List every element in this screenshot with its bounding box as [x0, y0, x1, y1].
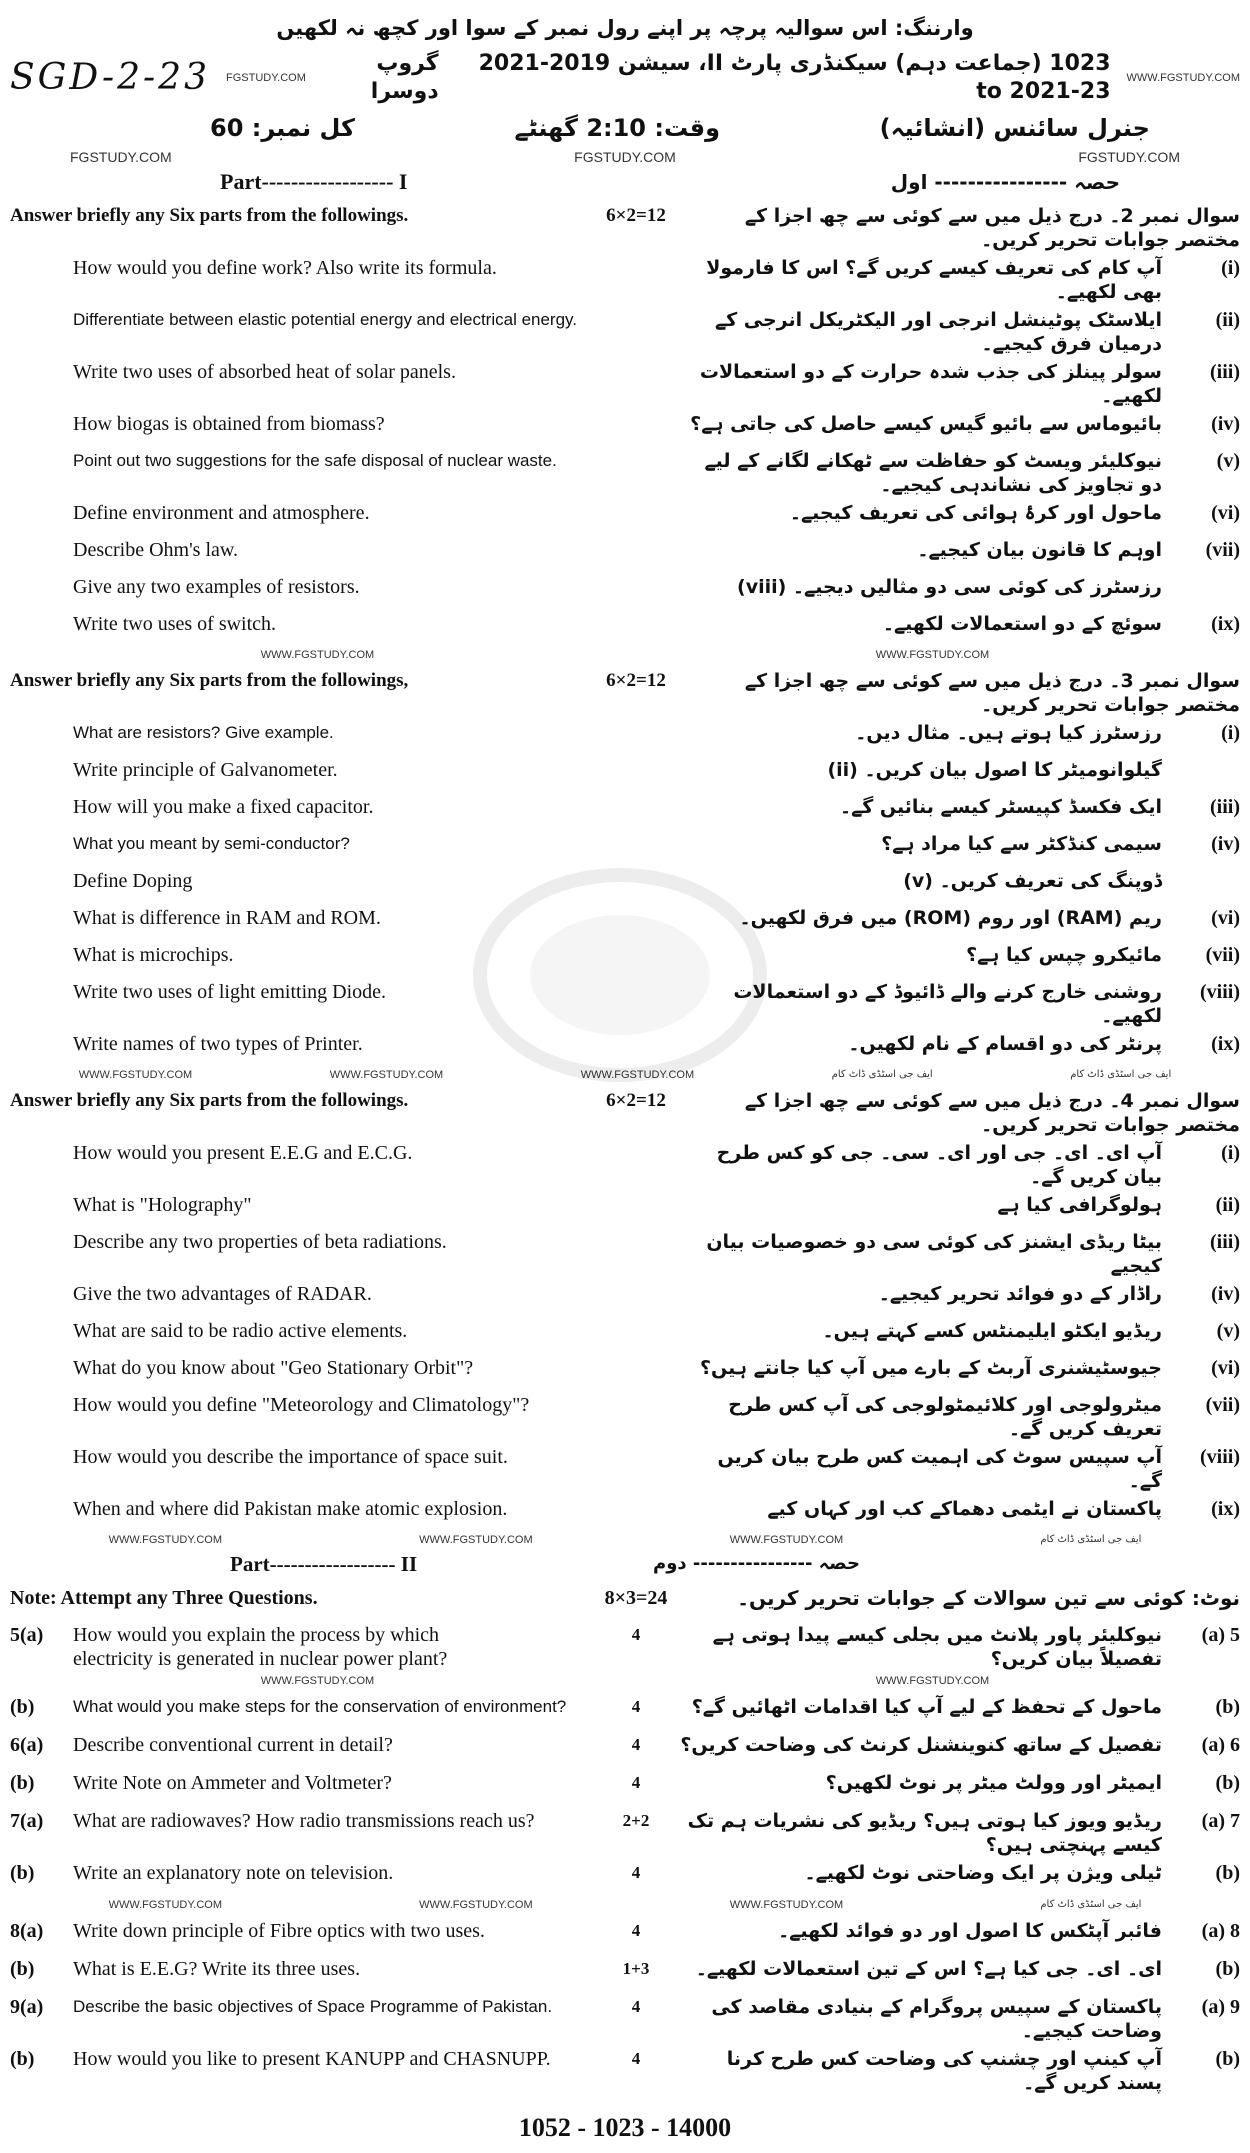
question-text-cell	[73, 2047, 593, 2071]
question-text: Write two uses of light emitting Diode.	[73, 981, 387, 1003]
question-text-cell	[73, 1733, 593, 1757]
question-text-continued: electricity is generated in nuclear power plant?	[73, 1648, 448, 1670]
watermark: WWW.FGSTUDY.COM	[875, 1675, 990, 1687]
section-heading-urdu: سوال نمبر 4۔ درج ذیل میں سے کوئی سے چھ اجزا کے مختصر جوابات تحریر کریں۔	[744, 1090, 1240, 1136]
question-text-urdu: آپ ای۔ ای۔ جی اور ای۔ سی۔ جی کو کس طرح بیان کریں گے۔	[716, 1142, 1162, 1188]
question-marks: 4	[631, 1921, 641, 1940]
question-row	[10, 1991, 1240, 2043]
question-row	[10, 1857, 1240, 1895]
watermark: FGSTUDY.COM	[1078, 149, 1180, 165]
question-text: Write an explanatory note on television.	[73, 1862, 394, 1884]
watermark-urdu: ایف جی اسٹڈی ڈاٹ کام	[1040, 1899, 1142, 1910]
question-row	[10, 608, 1240, 645]
question-text-urdu: آپ سپیس سوٹ کی اہمیت کس طرح بیان کریں گے۔	[717, 1446, 1162, 1492]
watermark-strip	[10, 647, 1240, 663]
question-text: Write names of two types of Printer.	[73, 1033, 363, 1055]
question-text: Write down principle of Fibre optics with two uses.	[73, 1920, 485, 1942]
question-number-urdu: (b)	[1215, 1772, 1240, 1794]
question-text: What you meant by semi-conductor?	[73, 834, 350, 853]
watermark: WWW.FGSTUDY.COM	[580, 1069, 695, 1081]
watermark: WWW.FGSTUDY.COM	[875, 649, 990, 661]
question-row	[10, 939, 1240, 976]
question-row	[10, 754, 1240, 791]
question-number: (v)	[1216, 1320, 1240, 1342]
question-text-urdu: ماحول اور کرۂ ہوائی کی تعریف کیجیے۔	[789, 502, 1162, 524]
watermark: WWW.FGSTUDY.COM	[108, 1899, 223, 1911]
question-number: 9(a)	[10, 1996, 44, 2018]
part-two-urdu-heading: حصہ ---------------- دوم	[653, 1553, 860, 1574]
watermark: WWW.FGSTUDY.COM	[419, 1534, 533, 1546]
section-marks: 6×2=12	[606, 205, 666, 226]
question-row	[10, 665, 1240, 717]
question-number: (b)	[10, 1958, 35, 1980]
watermark-strip	[10, 1067, 1240, 1083]
question-row	[10, 717, 1240, 754]
question-text: What would you make steps for the conservation of environment?	[73, 1697, 567, 1716]
question-text-urdu: اوہم کا قانون بیان کیجیے۔	[917, 539, 1162, 561]
question-number: (iii)	[1210, 796, 1240, 818]
time-allowed: وقت: 2:10 گھنٹے	[514, 114, 721, 142]
question-row	[10, 791, 1240, 828]
question-row	[10, 1441, 1240, 1493]
group-label: گروپ دوسرا	[370, 51, 439, 104]
question-number: (iv)	[1211, 833, 1240, 855]
question-text-urdu: ای۔ ای۔ جی کیا ہے؟ اس کے تین استعمالات لکھیے۔	[695, 1958, 1162, 1980]
question-number: (vi)	[1211, 1357, 1240, 1379]
watermark: FGSTUDY.COM	[574, 149, 676, 165]
watermark: WWW.FGSTUDY.COM	[260, 1675, 375, 1687]
section-heading: Answer briefly any Six parts from the followings,	[10, 670, 409, 691]
question-text: When and where did Pakistan make atomic explosion.	[73, 1498, 508, 1520]
question-number: (ix)	[1211, 1033, 1240, 1055]
watermark: WWW.FGSTUDY.COM	[1126, 72, 1240, 84]
question-number: (i)	[1221, 722, 1240, 744]
question-row	[10, 571, 1240, 608]
question-number: 5(a)	[10, 1624, 44, 1646]
section-marks: 6×2=12	[606, 670, 666, 691]
question-text: How biogas is obtained from biomass?	[73, 413, 385, 435]
question-text-urdu: بائیوماس سے بائیو گیس کیسے حاصل کی جاتی ہے؟	[690, 413, 1162, 435]
question-row	[10, 1767, 1240, 1805]
question-number: (i)	[1221, 1142, 1240, 1164]
question-text-cell	[73, 1771, 593, 1795]
question-marks: 4	[631, 1625, 641, 1644]
question-text: Define Doping	[73, 870, 193, 892]
question-text-urdu: آپ کام کی تعریف کیسے کریں گے؟ اس کا فارمولا بھی لکھیے۔	[706, 257, 1162, 303]
question-text-cell	[73, 1809, 593, 1833]
question-text: What is E.E.G? Write its three uses.	[73, 1958, 361, 1980]
question-text: How would you present E.E.G and E.C.G.	[73, 1142, 413, 1164]
question-text-urdu: ماحول کے تحفظ کے لیے آپ کیا اقدامات اٹھائیں گے؟	[691, 1696, 1162, 1718]
question-row	[10, 1137, 1240, 1189]
note-heading-urdu: نوٹ: کوئی سے تین سوالات کے جوابات تحریر کریں۔	[737, 1586, 1240, 1610]
question-number: (vi)	[1211, 502, 1240, 524]
question-text: How would you define work? Also write its formula.	[73, 257, 497, 279]
question-number: (ii)	[1215, 1194, 1240, 1216]
question-marks: 4	[631, 2049, 641, 2068]
question-row	[10, 304, 1240, 356]
question-number: (vii)	[1205, 1394, 1240, 1416]
question-number-urdu: (a) 9	[1201, 1996, 1240, 2018]
question-number: (b)	[10, 1696, 35, 1718]
question-text: What are resistors? Give example.	[73, 723, 334, 742]
warning-text: وارننگ: اس سوالیہ پرچہ پر اپنے رول نمبر کے سوا اور کچھ نہ لکھیں	[276, 16, 974, 40]
question-row	[10, 1389, 1240, 1441]
question-number: (ix)	[1211, 1498, 1240, 1520]
question-row	[10, 534, 1240, 571]
handwritten-code: SGD-2-23	[10, 57, 210, 98]
question-row	[10, 200, 1240, 252]
question-number: (b)	[10, 2048, 35, 2070]
question-marks: 4	[631, 1735, 641, 1754]
question-number: (b)	[10, 1772, 35, 1794]
question-text: How would you describe the importance of space suit.	[73, 1446, 508, 1468]
question-row	[10, 1189, 1240, 1226]
question-text-urdu: ہولوگرافی کیا ہے	[997, 1194, 1162, 1216]
question-text: Point out two suggestions for the safe disposal of nuclear waste.	[73, 451, 557, 470]
question-text-urdu: سیمی کنڈکٹر سے کیا مراد ہے؟	[881, 833, 1162, 855]
question-number: 6(a)	[10, 1734, 44, 1756]
question-number: (b)	[10, 1862, 35, 1884]
section-heading-urdu: سوال نمبر 3۔ درج ذیل میں سے کوئی سے چھ اجزا کے مختصر جوابات تحریر کریں۔	[744, 670, 1240, 716]
question-text: Describe Ohm's law.	[73, 539, 239, 561]
question-row	[10, 1691, 1240, 1729]
question-text-urdu: پرنٹر کی دو اقسام کے نام لکھیں۔	[848, 1033, 1162, 1055]
question-text-urdu: نیوکلیئر ویسٹ کو حفاظت سے ٹھکانے لگانے کے لیے دو تجاویز کی نشاندہی کیجیے۔	[704, 450, 1162, 496]
question-row	[10, 497, 1240, 534]
question-text-urdu: فائبر آپٹکس کا اصول اور دو فوائد لکھیے۔	[778, 1920, 1162, 1942]
question-row	[10, 1352, 1240, 1389]
watermark: WWW.FGSTUDY.COM	[260, 649, 375, 661]
question-text: How would you define "Meteorology and Climatology"?	[73, 1394, 530, 1416]
question-text: Define environment and atmosphere.	[73, 502, 370, 524]
question-number: 7(a)	[10, 1810, 44, 1832]
question-text: What is difference in RAM and ROM.	[73, 907, 381, 929]
question-number: (ii)	[1215, 309, 1240, 331]
question-text: Give any two examples of resistors.	[73, 576, 360, 598]
question-text-urdu: ٹیلی ویژن پر ایک وضاحتی نوٹ لکھیے۔	[804, 1862, 1162, 1884]
watermark: WWW.FGSTUDY.COM	[419, 1899, 533, 1911]
question-text-urdu: سولر پینلز کی جذب شدہ حرارت کے دو استعمالات لکھیے۔	[699, 361, 1162, 407]
question-row	[10, 445, 1240, 497]
question-marks: 1+3	[622, 1959, 650, 1978]
watermark: FGSTUDY.COM	[70, 149, 172, 165]
watermark-strip	[10, 1897, 1240, 1913]
question-text-urdu: رزسٹرز کیا ہوتے ہیں۔ مثال دیں۔	[855, 722, 1162, 744]
question-text: How will you make a fixed capacitor.	[73, 796, 374, 818]
question-marks: 4	[631, 1863, 641, 1882]
question-row	[10, 828, 1240, 865]
question-text-cell	[73, 1995, 593, 2019]
question-row	[10, 356, 1240, 408]
question-text-urdu: جیوسٹیشنری آربٹ کے بارے میں آپ کیا جانتے ہیں؟	[699, 1357, 1162, 1379]
subject-title: جنرل سائنس (انشائیہ)	[879, 114, 1150, 142]
watermark-strip	[10, 1532, 1240, 1548]
question-row	[10, 252, 1240, 304]
question-row	[10, 1226, 1240, 1278]
question-text-urdu: ایک فکسڈ کپیسٹر کیسے بنائیں گے۔	[839, 796, 1162, 818]
question-text-cell	[73, 1861, 593, 1885]
question-row	[10, 1805, 1240, 1857]
question-number: (iv)	[1211, 1283, 1240, 1305]
question-text-urdu: روشنی خارج کرنے والے ڈائیوڈ کے دو استعمالات لکھیے۔	[733, 981, 1162, 1027]
question-text-urdu: ایمیٹر اور وولٹ میٹر پر نوٹ لکھیں؟	[825, 1772, 1162, 1794]
watermark-strip	[10, 1673, 1240, 1689]
question-marks: 4	[631, 1997, 641, 2016]
total-marks: کل نمبر: 60	[210, 114, 355, 142]
question-number: (viii)	[1200, 981, 1240, 1003]
question-text-cell	[73, 1695, 593, 1719]
question-row	[10, 976, 1240, 1028]
paper-footer-code: 1052 - 1023 - 14000	[518, 2113, 732, 2142]
question-text: Describe the basic objectives of Space Programme of Pakistan.	[73, 1997, 553, 2016]
question-row	[10, 1315, 1240, 1352]
question-text-urdu: سوئچ کے دو استعمالات لکھیے۔	[882, 613, 1162, 635]
question-text-urdu: میٹرولوجی اور کلائیمٹولوجی کی آپ کس طرح تعریف کریں گے۔	[728, 1394, 1162, 1440]
watermark: WWW.FGSTUDY.COM	[729, 1899, 844, 1911]
watermark-urdu: ایف جی اسٹڈی ڈاٹ کام	[831, 1069, 933, 1080]
question-number: (ix)	[1211, 613, 1240, 635]
question-text: How would you like to present KANUPP and CHASNUPP.	[73, 2048, 551, 2070]
section-heading-urdu: سوال نمبر 2۔ درج ذیل میں سے کوئی سے چھ اجزا کے مختصر جوابات تحریر کریں۔	[744, 205, 1240, 251]
question-number: (iv)	[1211, 413, 1240, 435]
question-number: (iii)	[1210, 361, 1240, 383]
question-text-cell	[73, 1919, 593, 1943]
question-number: (viii)	[1200, 1446, 1240, 1468]
question-text-urdu: گیلوانومیٹر کا اصول بیان کریں۔ (ii)	[827, 759, 1162, 781]
question-number-urdu: (a) 6	[1201, 1734, 1240, 1756]
question-row	[10, 1953, 1240, 1991]
question-row	[10, 902, 1240, 939]
question-row	[10, 1493, 1240, 1530]
watermark: WWW.FGSTUDY.COM	[729, 1534, 844, 1546]
question-number-urdu: (a) 8	[1201, 1920, 1240, 1942]
note-heading: Note: Attempt any Three Questions.	[10, 1587, 318, 1609]
question-row	[10, 1729, 1240, 1767]
question-number: (iii)	[1210, 1231, 1240, 1253]
question-text-urdu: نیوکلیئر پاور پلانٹ میں بجلی کیسے پیدا ہوتی ہے تفصیلاً بیان کریں؟	[712, 1624, 1162, 1670]
question-number-urdu: (a) 5	[1201, 1624, 1240, 1646]
question-row	[10, 1619, 1240, 1671]
question-text: How would you explain the process by which	[73, 1624, 440, 1646]
question-text: Describe any two properties of beta radiations.	[73, 1231, 447, 1253]
question-row	[10, 1028, 1240, 1065]
question-number: (vii)	[1205, 539, 1240, 561]
watermark-urdu: ایف جی اسٹڈی ڈاٹ کام	[1040, 1534, 1142, 1545]
question-text: What is "Holography"	[73, 1194, 252, 1216]
question-text: Describe conventional current in detail?	[73, 1734, 393, 1756]
question-number-urdu: (b)	[1215, 1862, 1240, 1884]
section-marks: 6×2=12	[606, 1090, 666, 1111]
question-row	[10, 1582, 1240, 1619]
question-text-urdu: بیٹا ریڈی ایشنز کی کوئی سی دو خصوصیات بیان کیجیے	[706, 1231, 1162, 1277]
question-text-urdu: آپ کینپ اور چشنپ کی وضاحت کس طرح کرنا پسند کریں گے۔	[726, 2048, 1162, 2094]
question-text-urdu: پاکستان کے سپیس پروگرام کے بنیادی مقاصد کی وضاحت کیجیے۔	[711, 1996, 1162, 2042]
question-marks: 4	[631, 1697, 641, 1716]
question-number-urdu: (b)	[1215, 1696, 1240, 1718]
question-text-urdu: پاکستان نے ایٹمی دھماکے کب اور کہاں کیے	[767, 1498, 1162, 1520]
question-text: What are radiowaves? How radio transmissions reach us?	[73, 1810, 535, 1832]
watermark: WWW.FGSTUDY.COM	[78, 1069, 193, 1081]
question-text-urdu: رزسٹرز کی کوئی سی دو مثالیں دیجیے۔ (viii)	[737, 576, 1162, 598]
question-text-urdu: مائیکرو چپس کیا ہے؟	[966, 944, 1162, 966]
question-text: Write principle of Galvanometer.	[73, 759, 338, 781]
question-number: 8(a)	[10, 1920, 44, 1942]
question-number: (vi)	[1211, 907, 1240, 929]
question-text: Write two uses of switch.	[73, 613, 277, 635]
question-number: (i)	[1221, 257, 1240, 279]
question-text-cell	[73, 1623, 593, 1671]
question-text: What do you know about "Geo Stationary Orbit"?	[73, 1357, 474, 1379]
question-row	[10, 1278, 1240, 1315]
question-text: Write two uses of absorbed heat of solar panels.	[73, 361, 456, 383]
section-heading: Answer briefly any Six parts from the followings.	[10, 205, 409, 226]
watermark: FGSTUDY.COM	[226, 72, 306, 84]
part-one-heading: Part------------------ I	[220, 169, 408, 194]
part-two-marks: 8×3=24	[604, 1587, 668, 1609]
section-heading: Answer briefly any Six parts from the followings.	[10, 1090, 409, 1111]
question-row	[10, 1085, 1240, 1137]
question-row	[10, 408, 1240, 445]
question-row	[10, 1915, 1240, 1953]
part-two-header	[10, 1552, 1240, 1576]
question-text-urdu: راڈار کے دو فوائد تحریر کیجیے۔	[878, 1283, 1162, 1305]
paper-code-line: 1023 (جماعت دہم) سیکنڈری پارٹ II، سیشن 2019-2021 to 2021-23	[478, 51, 1111, 104]
question-text-urdu: ایلاسٹک پوٹینشل انرجی اور الیکٹریکل انرجی کے درمیان فرق کیجیے۔	[714, 309, 1162, 355]
part-one-urdu-heading: حصہ ---------------- اول	[890, 170, 1120, 194]
question-row	[10, 2043, 1240, 2095]
question-text: Give the two advantages of RADAR.	[73, 1283, 372, 1305]
question-number-urdu: (b)	[1215, 1958, 1240, 1980]
question-marks: 2+2	[622, 1811, 650, 1830]
question-number-urdu: (a) 7	[1201, 1810, 1240, 1832]
question-text-urdu: تفصیل کے ساتھ کنوینشنل کرنٹ کی وضاحت کریں؟	[680, 1734, 1162, 1756]
question-text-cell	[73, 1957, 593, 1981]
watermark-urdu: ایف جی اسٹڈی ڈاٹ کام	[1070, 1069, 1172, 1080]
question-text: What are said to be radio active elements.	[73, 1320, 408, 1342]
question-number: (vii)	[1205, 944, 1240, 966]
part-two-heading: Part------------------ II	[230, 1552, 418, 1576]
question-text: Write Note on Ammeter and Voltmeter?	[73, 1772, 392, 1794]
question-row	[10, 865, 1240, 902]
watermark: WWW.FGSTUDY.COM	[108, 1534, 223, 1546]
question-number: (v)	[1216, 450, 1240, 472]
question-text: What is microchips.	[73, 944, 234, 966]
question-text-urdu: ریڈیو ویوز کیا ہوتی ہیں؟ ریڈیو کی نشریات ہم تک کیسے پہنچتی ہیں؟	[687, 1810, 1162, 1856]
question-text: Differentiate between elastic potential energy and electrical energy.	[73, 310, 578, 329]
watermark: WWW.FGSTUDY.COM	[329, 1069, 444, 1081]
question-text-urdu: ڈوپنگ کی تعریف کریں۔ (v)	[903, 870, 1162, 892]
question-text-urdu: ریڈیو ایکٹو ایلیمنٹس کسے کہتے ہیں۔	[822, 1320, 1162, 1342]
question-number-urdu: (b)	[1215, 2048, 1240, 2070]
question-marks: 4	[631, 1773, 641, 1792]
question-text-urdu: ریم (RAM) اور روم (ROM) میں فرق لکھیں۔	[739, 907, 1162, 929]
